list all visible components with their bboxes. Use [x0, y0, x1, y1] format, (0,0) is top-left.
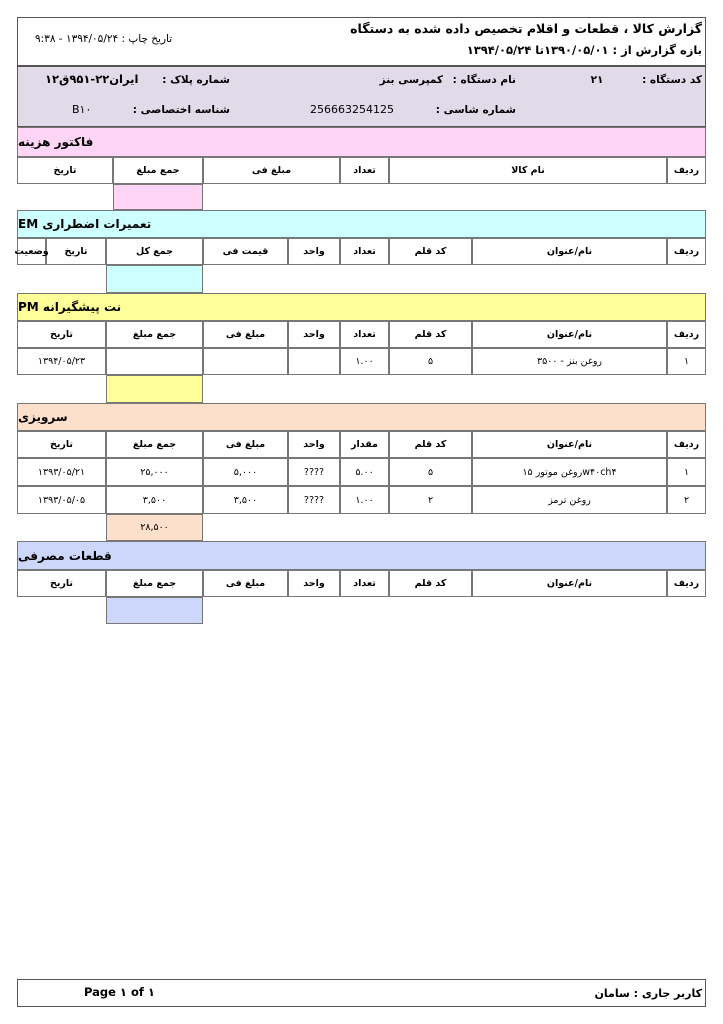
print-date: تاریخ چاپ : ۱۳۹۴/۰۵/۲۴ - ۹:۳۸ — [35, 33, 173, 45]
col-header: تعداد — [340, 157, 389, 184]
col-header: واحد — [288, 238, 340, 265]
item-code: ۲ — [389, 486, 472, 514]
col-header: تعداد — [340, 238, 389, 265]
item-date: ۱۳۹۳/۰۵/۰۵ — [17, 486, 106, 514]
item-code: ۵ — [389, 458, 472, 486]
plate-value: ایران۲۲-۹۵۱ق۱۲ — [45, 72, 139, 86]
special-id-label: شناسه اختصاصی : — [132, 104, 230, 116]
col-header: مبلغ فی — [203, 431, 288, 458]
section-service-title: سرویزی — [17, 403, 706, 431]
pm-total-cell — [106, 375, 203, 403]
item-title: w۴۰ch۴روغن موتور ۱۵ — [472, 458, 667, 486]
col-header: مقدار — [340, 431, 389, 458]
item-unit: ???? — [288, 458, 340, 486]
section-consumable-title: قطعات مصرفی — [17, 541, 706, 570]
em-total-cell — [106, 265, 203, 293]
row-index: ۱ — [667, 348, 706, 375]
col-header: مبلغ فی — [203, 157, 340, 184]
col-header: ردیف — [667, 431, 706, 458]
col-header: نام/عنوان — [472, 321, 667, 348]
item-unit-price: ۳,۵۰۰ — [203, 486, 288, 514]
section-em-title: تعمیرات اضطراری EM — [17, 210, 706, 238]
col-header: قیمت فی — [203, 238, 288, 265]
col-header: تعداد — [340, 570, 389, 597]
col-header: جمع مبلغ — [106, 321, 203, 348]
item-title: روغن ترمز — [472, 486, 667, 514]
col-header: جمع کل — [106, 238, 203, 265]
col-header: واحد — [288, 431, 340, 458]
col-header: تاریخ — [17, 321, 106, 348]
item-unit — [288, 348, 340, 375]
item-unit-price — [203, 348, 288, 375]
col-header: تاریخ — [17, 570, 106, 597]
section-pm-title: نت پیشگیرانه PM — [17, 293, 706, 321]
section-invoice-title: فاکتور هزینه — [17, 127, 706, 157]
consumable-total-cell — [106, 597, 203, 624]
col-header: جمع مبلغ — [106, 431, 203, 458]
service-total-cell: ۲۸,۵۰۰ — [106, 514, 203, 541]
col-header: تاریخ — [46, 238, 106, 265]
col-header: ردیف — [667, 157, 706, 184]
col-header: جمع مبلغ — [113, 157, 203, 184]
device-code-label: کد دستگاه : — [642, 74, 702, 86]
special-id-value: B۱۰ — [72, 103, 92, 116]
device-name-value: کمپرسی بنز — [379, 74, 443, 86]
col-header: ردیف — [667, 570, 706, 597]
col-header: تعداد — [340, 321, 389, 348]
col-header: مبلغ فی — [203, 321, 288, 348]
row-index: ۲ — [667, 486, 706, 514]
col-header: ردیف — [667, 238, 706, 265]
item-total: ۲۵,۰۰۰ — [106, 458, 203, 486]
item-total — [106, 348, 203, 375]
item-quantity: ۱.۰۰ — [340, 486, 389, 514]
col-header: کد قلم — [389, 321, 472, 348]
item-unit-price: ۵,۰۰۰ — [203, 458, 288, 486]
col-header: واحد — [288, 321, 340, 348]
item-date: ۱۳۹۳/۰۵/۲۱ — [17, 458, 106, 486]
item-title: روغن بنز - ۳۵۰۰ — [472, 348, 667, 375]
col-header: نام/عنوان — [472, 238, 667, 265]
col-header: واحد — [288, 570, 340, 597]
col-header: کد قلم — [389, 431, 472, 458]
col-header: نام/عنوان — [472, 431, 667, 458]
col-header: نام/عنوان — [472, 570, 667, 597]
chassis-label: شماره شاسی : — [435, 104, 516, 116]
col-header: تاریخ — [17, 157, 113, 184]
item-code: ۵ — [389, 348, 472, 375]
invoice-total-cell — [113, 184, 203, 210]
col-header: مبلغ فی — [203, 570, 288, 597]
device-code-value: ۲۱ — [590, 74, 604, 86]
col-header: کد قلم — [389, 570, 472, 597]
item-unit: ???? — [288, 486, 340, 514]
row-index: ۱ — [667, 458, 706, 486]
page-number: Page ۱ of ۱ — [84, 985, 155, 999]
col-header: تاریخ — [17, 431, 106, 458]
col-header: وضعیت — [17, 238, 46, 265]
chassis-value: 256663254125 — [310, 103, 394, 116]
plate-label: شماره پلاک : — [162, 74, 230, 86]
item-quantity: ۵.۰۰ — [340, 458, 389, 486]
col-header: نام کالا — [389, 157, 667, 184]
item-total: ۳,۵۰۰ — [106, 486, 203, 514]
device-name-label: نام دستگاه : — [452, 74, 516, 86]
col-header: ردیف — [667, 321, 706, 348]
col-header: کد قلم — [389, 238, 472, 265]
col-header: جمع مبلغ — [106, 570, 203, 597]
item-quantity: ۱.۰۰ — [340, 348, 389, 375]
report-title: گزارش کالا ، قطعات و اقلام تخصیص داده شده به دستگاه — [350, 21, 702, 36]
current-user: کاربر جاری : سامان — [594, 987, 702, 1000]
report-period: بازه گزارش از : ۱۳۹۰/۰۵/۰۱تا ۱۳۹۴/۰۵/۲۴ — [466, 43, 702, 57]
item-date: ۱۳۹۴/۰۵/۲۳ — [17, 348, 106, 375]
